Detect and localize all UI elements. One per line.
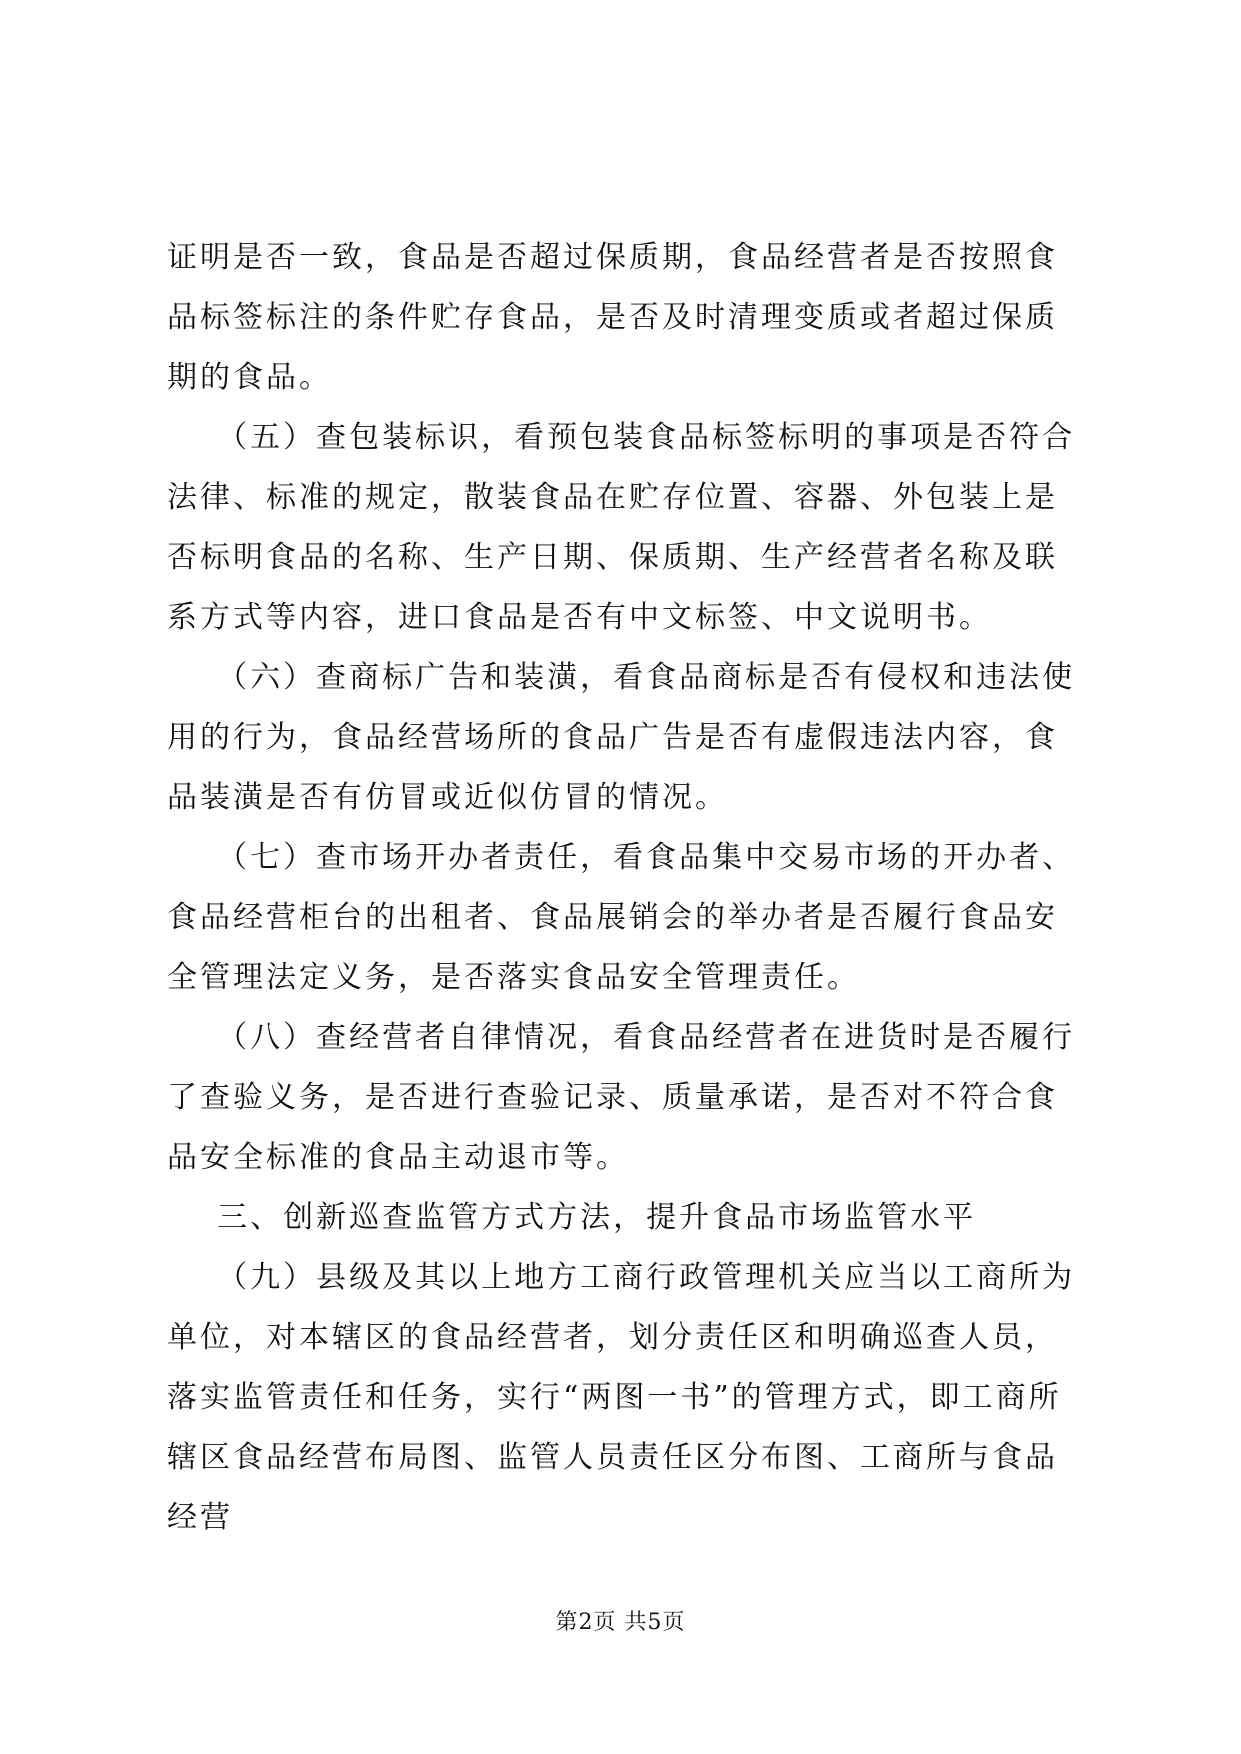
section-heading-3: 三、创新巡查监管方式方法，提升食品市场监管水平 xyxy=(167,1200,977,1235)
paragraph-continuation: 证明是否一致，食品是否超过保质期，食品经营者是否按照食品标签标注的条件贮存食品，是否及时清理变质或者超过保质期的食品。 xyxy=(167,240,1058,395)
paragraph-item-8: （八）查经营者自律情况，看食品经营者在进货时是否履行了查验义务，是否进行查验记录、质量承诺，是否对不符合食品安全标准的食品主动退市等。 xyxy=(167,1020,1076,1175)
document-body xyxy=(167,228,1077,1548)
paragraph-item-7: （七）查市场开办者责任，看食品集中交易市场的开办者、食品经营柜台的出租者、食品展销会的举办者是否履行食品安全管理法定义务，是否落实食品安全管理责任。 xyxy=(167,840,1076,995)
paragraph-item-6: （六）查商标广告和装潢，看食品商标是否有侵权和违法使用的行为，食品经营场所的食品广告是否有虚假违法内容，食品装潢是否有仿冒或近似仿冒的情况。 xyxy=(167,660,1076,815)
page-number-footer: 第2页 共5页 xyxy=(555,1610,686,1635)
paragraph-item-9: （九）县级及其以上地方工商行政管理机关应当以工商所为单位，对本辖区的食品经营者，划分责任区和明确巡查人员，落实监管责任和任务，实行“两图一书”的管理方式，即工商所辖区食品经营布局图、监管人员责任区分布图、工商所与食品经营 xyxy=(167,1260,1076,1535)
paragraph-item-5: （五）查包装标识，看预包装食品标签标明的事项是否符合法律、标准的规定，散装食品在贮存位置、容器、外包装上是否标明食品的名称、生产日期、保质期、生产经营者名称及联系方式等内容，进口食品是否有中文标签、中文说明书。 xyxy=(167,420,1076,635)
